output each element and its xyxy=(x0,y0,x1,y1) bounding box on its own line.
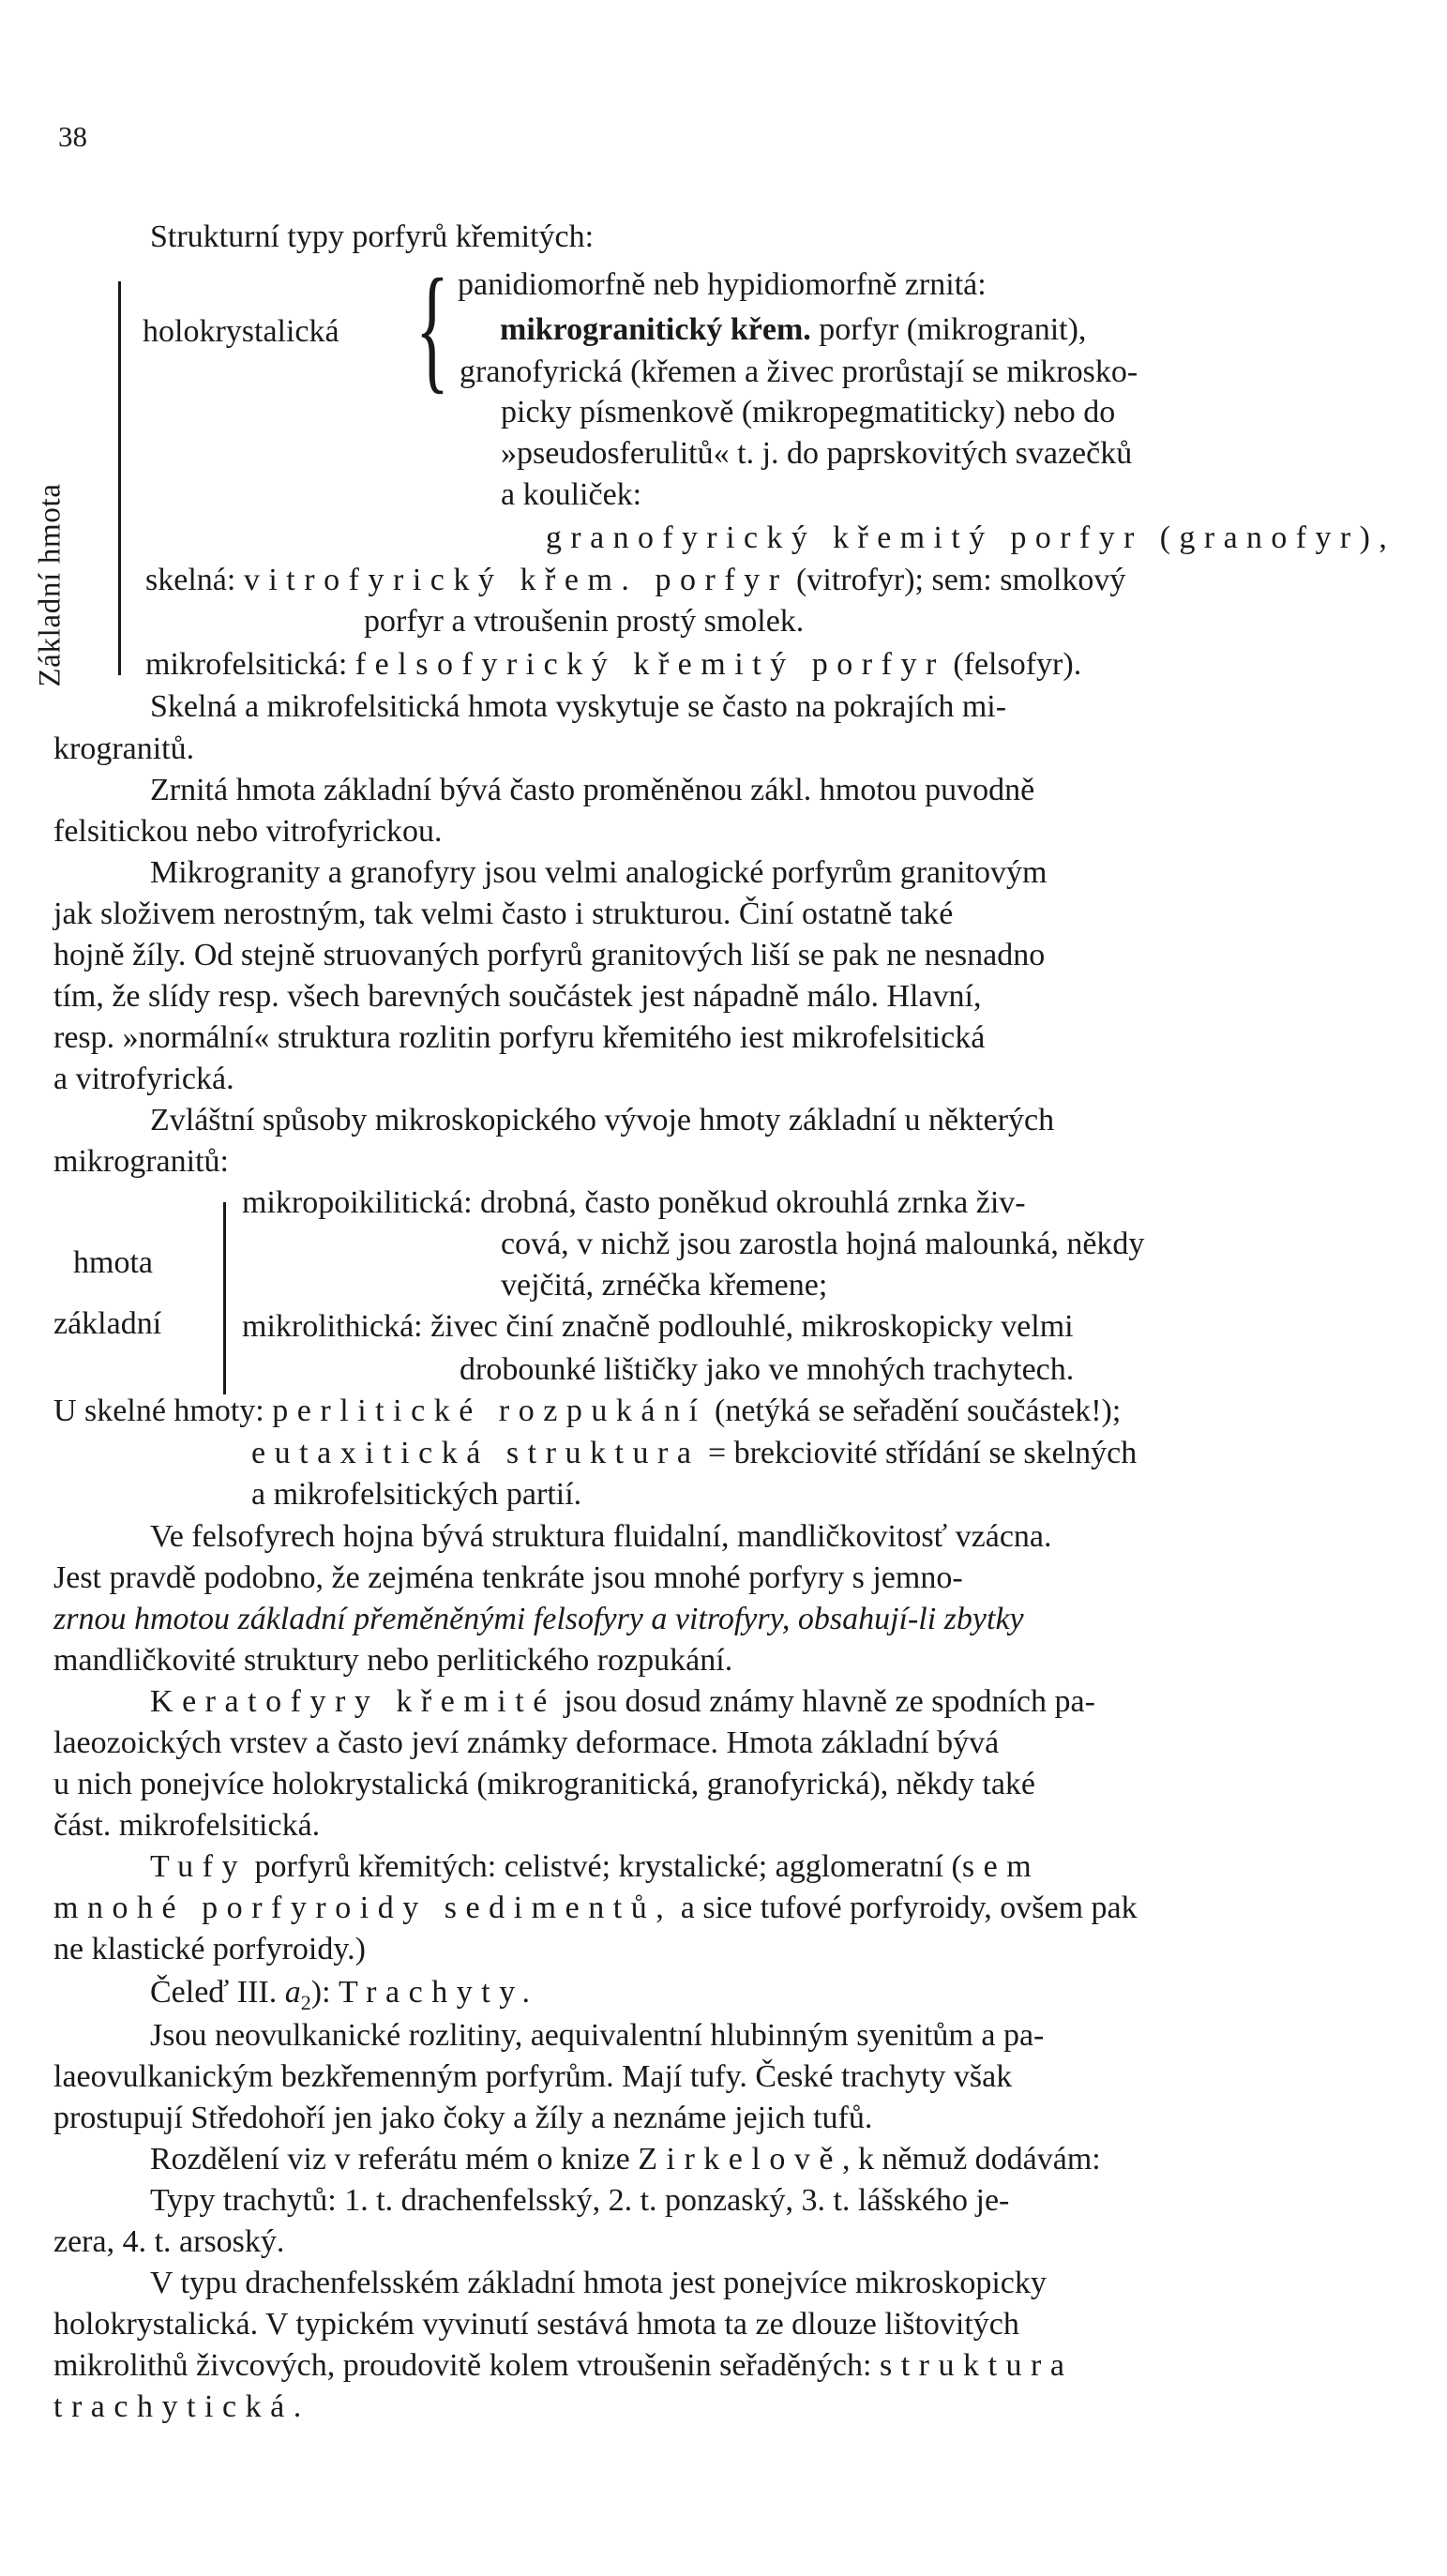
mikrofels-label: mikrofelsitická: xyxy=(145,647,355,682)
trachyty-line-10: trachytická. xyxy=(53,2389,310,2424)
kerat-rest: jsou dosud známy hlavně ze spodních pa- xyxy=(555,1684,1095,1719)
glass-line-2 xyxy=(251,1438,1137,1469)
para2-line-4: mandličkovité struktury nebo perlitického rozpukání. xyxy=(53,1643,733,1678)
trachyty-l4-rest: , k němuž dodávám: xyxy=(842,2142,1101,2177)
holo-line-2 xyxy=(500,314,1086,346)
celed-term: Trachyty. xyxy=(339,1975,539,2010)
glass-l2-term: eutaxitická struktura xyxy=(251,1436,701,1470)
para2-line-2: Jest pravdě podobno, že zejména tenkráte jsou mnohé porfyry s jemno- xyxy=(53,1560,963,1595)
para1-line-4: felsitickou nebo vitrofyrickou. xyxy=(53,814,443,849)
glass-l2-rest: = brekciovité střídání se skelných xyxy=(700,1436,1138,1470)
trachyty-line-6: zera, 4. t. arsoský. xyxy=(53,2224,285,2259)
para1-line-1: Skelná a mikrofelsitická hmota vyskytuje se často na pokrajích mi- xyxy=(150,689,1007,724)
glass-line-3: a mikrofelsitických partií. xyxy=(251,1477,582,1512)
para1-line-9: resp. »normální« struktura rozlitin porfyru křemitého iest mikrofelsitická xyxy=(53,1020,986,1055)
para1-line-8: tím, že slídy resp. všech barevných součástek jest nápadně málo. Hlavní, xyxy=(53,979,982,1014)
tufy-line-2 xyxy=(53,1892,1138,1924)
page-number: 38 xyxy=(58,120,87,153)
section2-line-4: mikrolithická: živec činí značně podlouhlé, mikroskopicky velmi xyxy=(242,1309,1074,1344)
celed-heading xyxy=(150,1977,539,2013)
trachyty-line-4 xyxy=(150,2144,1101,2176)
trachyty-l9-a: mikrolithů živcových, proudovitě kolem vtroušenin seřaděných: xyxy=(53,2348,880,2383)
glass-l1-term: perlitické rozpukání xyxy=(272,1393,707,1428)
para1-line-2: krogranitů. xyxy=(53,731,195,766)
trachyty-l9-term: struktura xyxy=(879,2348,1074,2383)
tufy-l2-rest: a sice tufové porfyroidy, ovšem pak xyxy=(672,1891,1138,1925)
kerat-line-4: část. mikrofelsitická. xyxy=(53,1808,321,1843)
celed-sub: 2 xyxy=(300,1990,311,2014)
skelna-term: vitrofyrický křem. porfyr xyxy=(243,563,789,597)
left-bracket-line xyxy=(118,281,121,675)
para2-line-3: zrnou hmotou základní přeměněnými felsofyry a vitrofyry, obsahují-li zbytky xyxy=(53,1602,1024,1636)
kerat-term: Keratofyry křemité xyxy=(150,1684,556,1719)
section2-line-2: cová, v nichž jsou zarostla hojná malounká, někdy xyxy=(501,1227,1145,1261)
glass-l1-a: U skelné hmoty: xyxy=(53,1393,273,1428)
celed-label: Čeleď III. xyxy=(150,1975,285,2010)
holo-line-1: panidiomorfně neb hypidiomorfně zrnitá: xyxy=(458,267,987,302)
kerat-line-3: u nich ponejvíce holokrystalická (mikrogranitická, granofyrická), někdy také xyxy=(53,1767,1036,1801)
para1-line-6: jak složivem nerostným, tak velmi často i strukturou. Činí ostatně také xyxy=(53,896,954,931)
tufy-line-3: ne klastické porfyroidy.) xyxy=(53,1932,366,1966)
celed-punct: ): xyxy=(310,1975,339,2010)
holo-line-4: picky písmenkově (mikropegmatiticky) nebo do xyxy=(501,395,1116,429)
skelna-line-1 xyxy=(145,565,1125,596)
kerat-line-2: laeozoických vrstev a často jeví známky deformace. Hmota základní bývá xyxy=(53,1725,1000,1760)
holo-line-3: granofyrická (křemen a živec prorůstají se mikrosko- xyxy=(460,354,1138,389)
zakladni-label: základní xyxy=(53,1306,162,1341)
trachyty-line-2: laeovulkanickým bezkřemenným porfyrům. Mají tufy. České trachyty však xyxy=(53,2059,1013,2094)
glass-line-1 xyxy=(53,1395,1121,1427)
celed-a: a xyxy=(284,1975,301,2010)
tufy-sem: sem xyxy=(961,1849,1041,1884)
holo-line-7: granofyrický křemitý porfyr (granofyr), xyxy=(546,520,1396,555)
curly-brace-icon: { xyxy=(415,250,449,406)
para1-line-12: mikrogranitů: xyxy=(53,1144,229,1179)
hmota-label: hmota xyxy=(73,1245,153,1280)
holokrystalicka-label: holokrystalická xyxy=(143,314,339,349)
trachyty-l4-term: Zirkelově xyxy=(638,2142,843,2177)
holo-line-5: »pseudosferulitů« t. j. do paprskovitých svazečků xyxy=(501,436,1133,471)
skelna-rest: (vitrofyr); sem: smolkový xyxy=(788,563,1126,597)
vertical-side-label: Základní hmota xyxy=(33,483,68,687)
para1-line-5: Mikrogranity a granofyry jsou velmi analogické porfyrům granitovým xyxy=(150,855,1048,890)
mikrofels-rest: (felsofyr). xyxy=(944,647,1082,682)
mikrofels-term: felsofyrický křemitý porfyr xyxy=(354,647,945,682)
trachyty-line-7: V typu drachenfelsském základní hmota jest ponejvíce mikroskopicky xyxy=(150,2266,1047,2300)
holo-line-2-term: mikrogranitický křem. xyxy=(500,312,811,347)
holo-line-2-rest: porfyr (mikrogranit), xyxy=(810,312,1087,347)
section2-line-1: mikropoikilitická: drobná, často poněkud okrouhlá zrnka živ- xyxy=(242,1185,1026,1220)
para2-line-1: Ve felsofyrech hojna bývá struktura fluidalní, mandličkovitosť vzácna. xyxy=(150,1519,1052,1554)
trachyty-line-8: holokrystalická. V typickém vyvinutí sestává hmota ta ze dlouze lištovitých xyxy=(53,2307,1019,2342)
section2-bracket-line xyxy=(223,1202,226,1394)
skelna-line-2: porfyr a vtroušenin prostý smolek. xyxy=(364,604,805,639)
glass-l1-rest: (netýká se seřadění součástek!); xyxy=(706,1393,1122,1428)
trachyty-line-3: prostupují Středohoří jen jako čoky a žíly a neznáme jejich tufů. xyxy=(53,2101,873,2135)
trachyty-line-5: Typy trachytů: 1. t. drachenfelsský, 2. t. ponzaský, 3. t. lášského je- xyxy=(150,2183,1010,2218)
section2-line-3: vejčitá, zrnéčka křemene; xyxy=(501,1268,828,1303)
para1-line-3: Zrnitá hmota základní bývá často proměněnou zákl. hmotou puvodně xyxy=(150,773,1035,807)
tufy-rest: porfyrů křemitých: celistvé; krystalické; agglomeratní ( xyxy=(246,1849,962,1884)
para1-line-10: a vitrofyrická. xyxy=(53,1062,234,1096)
skelna-label: skelná: xyxy=(145,563,244,597)
section-header: Strukturní typy porfyrů křemitých: xyxy=(150,219,595,254)
para1-line-7: hojně žíly. Od stejně struovaných porfyrů granitových liší se pak ne nesnadno xyxy=(53,938,1046,972)
section2-line-5: drobounké lištičky jako ve mnohých trachytech. xyxy=(460,1352,1075,1387)
tufy-line-1 xyxy=(150,1851,1040,1883)
kerat-line-1 xyxy=(150,1686,1095,1718)
para1-line-11: Zvláštní spůsoby mikroskopického vývoje hmoty základní u některých xyxy=(150,1103,1055,1137)
trachyty-l4-a: Rozdělení viz v referátu mém o knize xyxy=(150,2142,639,2177)
tufy-term: Tufy xyxy=(150,1849,247,1884)
mikrofels-line xyxy=(145,649,1081,681)
tufy-l2-term: mnohé porfyroidy sedimentů, xyxy=(53,1891,673,1925)
holo-line-6: a kouliček: xyxy=(501,477,642,512)
trachyty-line-1: Jsou neovulkanické rozlitiny, aequivalentní hlubinným syenitům a pa- xyxy=(150,2018,1045,2053)
trachyty-line-9 xyxy=(53,2350,1074,2382)
